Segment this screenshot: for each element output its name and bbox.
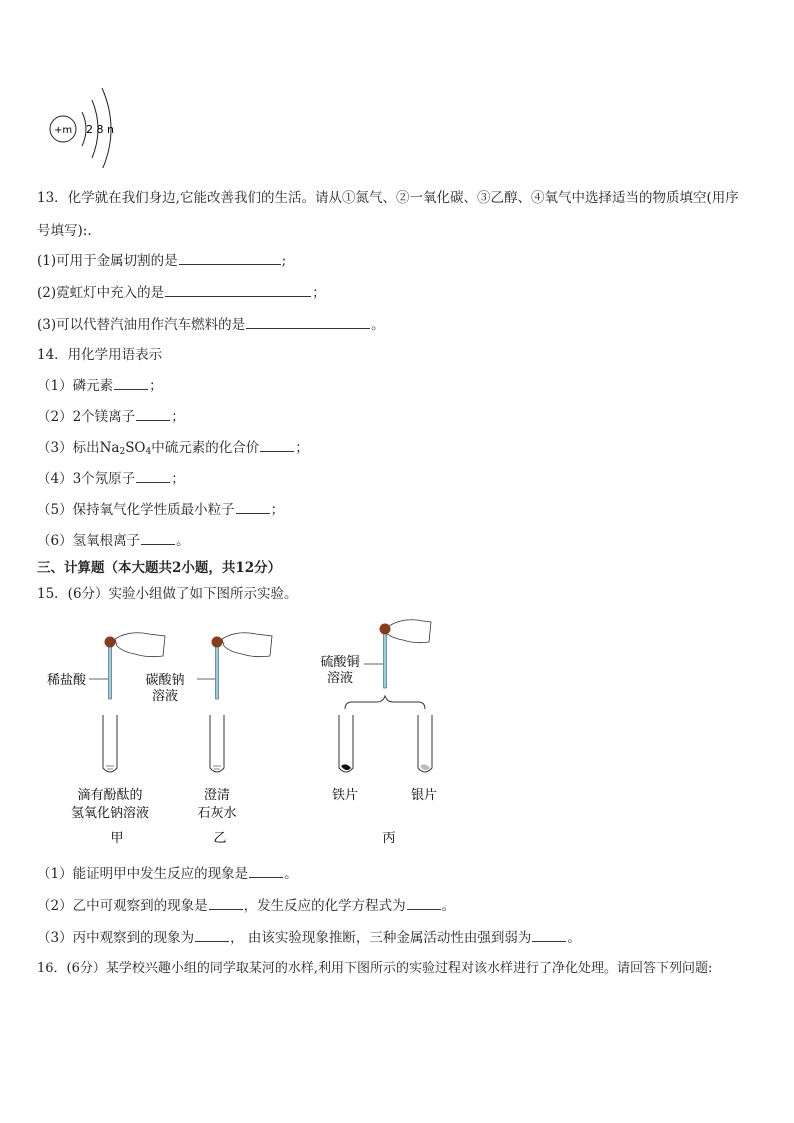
bing-tube2-label: 银片 (410, 788, 438, 803)
yi-setup-label: 乙 (213, 831, 227, 846)
q13-stem-line2: 号填写):. (37, 223, 92, 239)
q14-sub4 (37, 467, 185, 487)
dropper-tube-icon (216, 647, 219, 699)
q15-sub2-blank2[interactable] (407, 895, 441, 910)
q14-sub5-blank[interactable] (236, 499, 270, 514)
q14-sub1-text: （1）磷元素 (37, 378, 114, 394)
q15-sub1-suffix: 。 (284, 866, 298, 882)
q14-sub3-blank[interactable] (260, 437, 294, 452)
q14-stem: 14．用化学用语表示 (37, 347, 163, 363)
q14-sub5-suffix: ； (270, 502, 285, 518)
hand-icon (385, 620, 431, 643)
yi-tube-label-line1: 澄清 (203, 788, 231, 803)
q14-sub1-blank[interactable] (114, 375, 148, 390)
hand-icon (222, 633, 272, 657)
dropper-tube-icon (384, 634, 387, 688)
q16-stem: 16．(6分）某学校兴趣小组的同学取某河的水样,利用下图所示的实验过程对该水样进行了净化处理。请回答下列问题: (37, 961, 713, 976)
setup-jia (47, 633, 165, 846)
q14-sub1 (37, 374, 163, 394)
q14-sub4-suffix: ； (171, 471, 185, 487)
atom-structure-diagram (40, 78, 130, 168)
q14-sub2 (37, 405, 185, 425)
setup-bing (320, 620, 437, 846)
q15-sub3-blank1[interactable] (195, 927, 229, 942)
q15-sub1-text: （1）能证明甲中发生反应的现象是 (37, 866, 249, 882)
q13-sub3 (37, 313, 385, 333)
setup-yi (145, 633, 272, 846)
q13-sub1-text: (1)可用于金属切割的是 (37, 253, 178, 269)
q13-sub1-suffix: ; (281, 253, 287, 269)
q14-sub3-subscript1: 2 (119, 447, 126, 457)
q14-sub3-subscript2: 4 (145, 447, 152, 457)
q14-sub4-text: （4）3个氖原子 (37, 471, 136, 487)
jia-tube-label-line1: 滴有酚酞的 (77, 788, 143, 803)
q14-sub5-text: （5）保持氧气化学性质最小粒子 (37, 502, 235, 518)
yi-reagent-label-line2: 溶液 (151, 689, 179, 704)
test-tube-icon (103, 715, 117, 772)
q13-sub3-blank[interactable] (246, 314, 370, 329)
section-heading: 三、计算题（本大题共2小题，共12分） (37, 560, 282, 576)
q15-sub1 (37, 862, 298, 882)
dropper-bulb-icon (380, 624, 391, 635)
q13-stem-line1: 13．化学就在我们身边,它能改善我们的生活。请从①氮气、②一氧化碳、③乙醇、④氧气中选择适当的物质填空(用序 (37, 190, 739, 206)
nucleus-charge: +m (53, 125, 73, 136)
experiment-figure (37, 612, 467, 852)
bing-setup-label: 丙 (382, 831, 396, 846)
yi-reagent-label-line1: 碳酸钠 (145, 673, 185, 688)
bing-reagent-label-line1: 硫酸铜 (320, 655, 360, 670)
q14-sub5 (37, 498, 284, 518)
q14-sub3-suffix: ； (295, 440, 309, 456)
q13-sub3-text: (3)可以代替汽油用作汽车燃料的是 (37, 317, 246, 333)
q14-sub3 (37, 436, 309, 456)
q15-sub2-blank1[interactable] (209, 895, 243, 910)
q15-sub3-blank2[interactable] (532, 927, 566, 942)
q13-sub2 (37, 281, 326, 301)
electron-counts: 2 8 n (86, 123, 114, 136)
q13-sub2-suffix: ； (312, 285, 326, 301)
q13-sub2-text: (2)霓虹灯中充入的是 (37, 285, 165, 301)
q15-stem: 15．(6分）实验小组做了如下图所示实验。 (37, 586, 298, 602)
q14-sub6 (37, 529, 190, 549)
q14-sub6-blank[interactable] (141, 530, 175, 545)
q14-sub2-text: （2）2个镁离子 (37, 409, 136, 425)
hand-icon (115, 633, 165, 657)
q14-sub2-suffix: ； (171, 409, 185, 425)
q15-sub2-text: （2）乙中可观察到的现象是 (37, 898, 208, 914)
q13-sub1-blank[interactable] (179, 250, 281, 265)
yi-tube-label-line2: 石灰水 (197, 806, 237, 821)
dropper-tube-icon (109, 647, 112, 699)
bing-tube1-label: 铁片 (331, 788, 359, 803)
q15-sub3-text2: ， 由该实验现象推断，三种金属活动性由强到弱为 (230, 930, 532, 946)
q15-sub3-suffix: 。 (567, 930, 581, 946)
test-tube-icon (210, 715, 224, 772)
brace-icon (345, 696, 425, 709)
q15-sub2-text2: ，发生反应的化学方程式为 (243, 898, 406, 914)
q13-sub3-suffix: 。 (371, 317, 385, 333)
q14-sub1-suffix: ； (149, 378, 163, 394)
q14-sub3-text2: 中硫元素的化合价 (151, 440, 260, 456)
jia-setup-label: 甲 (110, 831, 124, 846)
q15-sub1-blank[interactable] (249, 863, 283, 878)
q15-sub3-text: （3）丙中观察到的现象为 (37, 930, 195, 946)
silver-strip-icon (420, 764, 430, 770)
dropper-bulb-icon (105, 637, 116, 648)
q14-sub3-text: （3）标出Na (37, 440, 120, 456)
bing-reagent-label-line2: 溶液 (326, 671, 354, 686)
q13-sub1 (37, 249, 286, 269)
q15-sub2-suffix: 。 (441, 898, 456, 914)
jia-tube-label-line2: 氢氧化钠溶液 (70, 806, 150, 821)
dropper-bulb-icon (212, 637, 223, 648)
test-tube-icon (418, 715, 432, 772)
test-tube-icon (339, 715, 353, 772)
q14-sub2-blank[interactable] (136, 406, 170, 421)
q15-sub2 (37, 894, 455, 914)
iron-strip-icon (341, 764, 351, 770)
jia-reagent-label: 稀盐酸 (47, 673, 87, 688)
q14-sub6-text: （6）氢氧根离子 (37, 533, 141, 549)
q14-sub3-formula: SO (125, 440, 146, 456)
q14-sub6-suffix: 。 (176, 533, 190, 549)
q15-sub3 (37, 926, 581, 946)
q14-sub4-blank[interactable] (136, 468, 170, 483)
q13-sub2-blank[interactable] (165, 282, 311, 297)
